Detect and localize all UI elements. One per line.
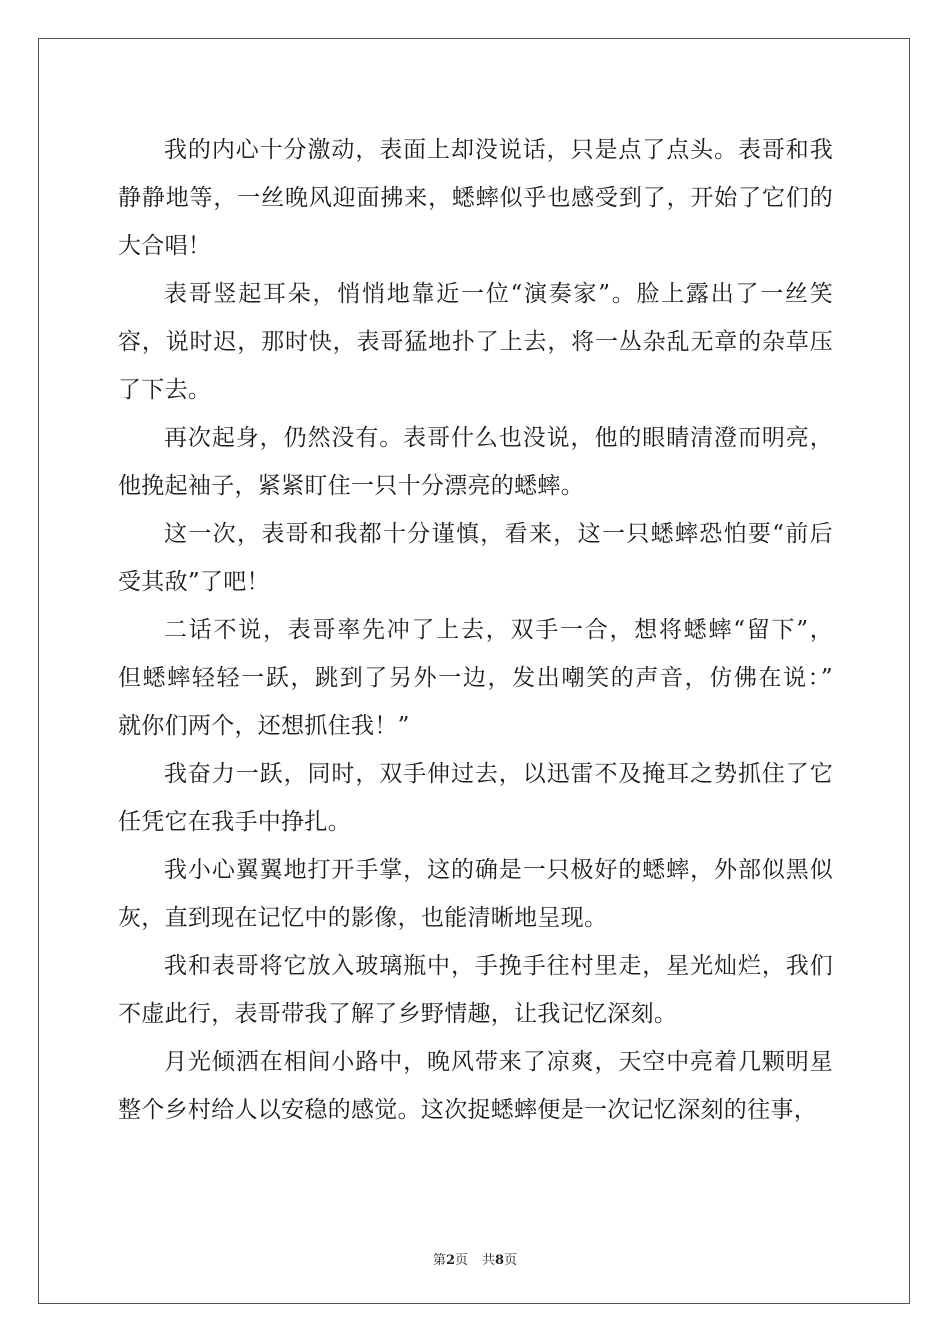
paragraph-line: 我小心翼翼地打开手掌，这的确是一只极好的蟋蟀，外部似黑似 [164, 857, 833, 883]
paragraph-line: 任凭它在我手中挣扎。 [118, 809, 351, 835]
total-suffix: 页 [504, 1253, 518, 1268]
paragraph-line: 二话不说，表哥率先冲了上去，双手一合，想将蟋蟀“留下”， [164, 617, 833, 643]
paragraph-line: 但蟋蟀轻轻一跃，跳到了另外一边，发出嘲笑的声音，仿佛在说：” [118, 665, 833, 691]
paragraph-line: 了下去。 [118, 377, 212, 403]
paragraph-line: 我奋力一跃，同时，双手伸过去，以迅雷不及掩耳之势抓住了它 [164, 761, 833, 787]
paragraph [118, 846, 833, 942]
paragraph-line: 不虚此行，表哥带我了解了乡野情趣，让我记忆深刻。 [118, 1001, 678, 1027]
paragraph-line: 我的内心十分激动，表面上却没说话，只是点了点头。表哥和我 [164, 137, 833, 163]
paragraph [118, 942, 833, 1038]
paragraph [118, 510, 833, 606]
paragraph [118, 414, 833, 510]
page-number: 2 [445, 1253, 455, 1268]
paragraph-line: 表哥竖起耳朵，悄悄地靠近一位“演奏家”。脸上露出了一丝笑 [164, 281, 833, 307]
paragraph-line: 受其敌”了吧！ [118, 569, 270, 595]
paragraph-line: 容，说时迟，那时快，表哥猛地扑了上去，将一丛杂乱无章的杂草压 [118, 329, 833, 355]
paragraph [118, 1038, 833, 1134]
total-pages: 8 [495, 1253, 505, 1268]
document-body [118, 126, 833, 1134]
paragraph-line: 这一次，表哥和我都十分谨慎，看来，这一只蟋蟀恐怕要“前后 [164, 521, 833, 547]
page-suffix: 页 [454, 1253, 468, 1268]
total-prefix: 共 [482, 1253, 496, 1268]
page-prefix: 第 [432, 1253, 446, 1268]
paragraph-line: 静静地等，一丝晚风迎面拂来，蟋蟀似乎也感受到了，开始了它们的 [118, 185, 833, 211]
paragraph [118, 606, 833, 750]
paragraph-line: 再次起身，仍然没有。表哥什么也没说，他的眼睛清澄而明亮， [164, 425, 833, 451]
paragraph [118, 126, 833, 270]
paragraph-line: 整个乡村给人以安稳的感觉。这次捉蟋蟀便是一次记忆深刻的往事， [118, 1097, 817, 1123]
page-footer [0, 1249, 950, 1268]
paragraph-line: 月光倾洒在相间小路中，晚风带来了凉爽，天空中亮着几颗明星 [164, 1049, 833, 1075]
paragraph-line: 就你们两个，还想抓住我！” [118, 713, 410, 739]
paragraph-line: 大合唱！ [118, 233, 212, 259]
paragraph-line: 灰，直到现在记忆中的影像，也能清晰地呈现。 [118, 905, 608, 931]
paragraph [118, 270, 833, 414]
paragraph-line: 他挽起袖子，紧紧盯住一只十分漂亮的蟋蟀。 [118, 473, 584, 499]
paragraph [118, 750, 833, 846]
paragraph-line: 我和表哥将它放入玻璃瓶中，手挽手往村里走，星光灿烂，我们 [164, 953, 833, 979]
